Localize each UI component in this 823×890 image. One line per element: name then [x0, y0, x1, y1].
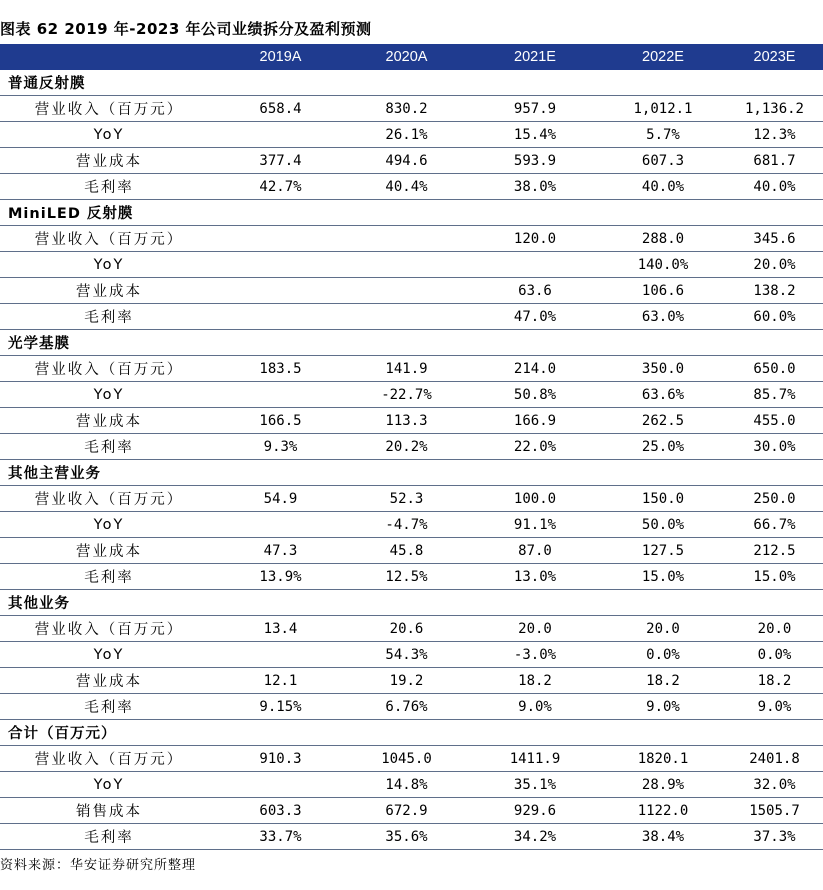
- value-cell: 9.0%: [518, 698, 552, 715]
- header-cell: 2023E: [753, 49, 796, 65]
- table-row: [0, 148, 823, 174]
- value-cell: 1,136.2: [744, 100, 804, 117]
- value-cell: 63.6: [518, 282, 552, 299]
- value-cell: 910.3: [259, 750, 302, 767]
- section-title: 其他业务: [8, 596, 70, 612]
- value-cell: 42.7%: [259, 178, 302, 195]
- row-label: 毛利率: [84, 700, 134, 716]
- table-row: [0, 226, 823, 252]
- value-cell: 13.9%: [259, 568, 302, 585]
- row-label: 营业收入（百万元）: [34, 102, 184, 118]
- row-label: 销售成本: [76, 804, 142, 820]
- table-row: [0, 824, 823, 850]
- value-cell: 13.4: [263, 620, 298, 637]
- value-cell: 54.9: [263, 490, 298, 507]
- value-cell: 127.5: [641, 542, 685, 559]
- section-title: 其他主营业务: [8, 466, 101, 482]
- value-cell: 0.0%: [646, 646, 680, 663]
- value-cell: 91.1%: [513, 516, 557, 533]
- row-label: YoY: [93, 516, 125, 533]
- table-row: [0, 122, 823, 148]
- value-cell: 19.2: [389, 672, 424, 689]
- value-cell: [218, 304, 343, 329]
- section-title: MiniLED 反射膜: [8, 206, 134, 222]
- value-cell: 650.0: [753, 360, 796, 377]
- value-cell: 15.4%: [513, 126, 557, 143]
- value-cell: 20.0%: [753, 256, 796, 273]
- value-cell: 1411.9: [509, 750, 561, 767]
- value-cell: 672.9: [385, 802, 428, 819]
- table-row: [0, 772, 823, 798]
- value-cell: 47.3: [263, 542, 298, 559]
- value-cell: 20.0: [518, 620, 552, 637]
- value-cell: 12.1: [263, 672, 298, 689]
- value-cell: 13.0%: [513, 568, 557, 585]
- value-cell: 50.0%: [641, 516, 685, 533]
- value-cell: 9.0%: [757, 698, 792, 715]
- table-row: [0, 304, 823, 330]
- table-row: [0, 278, 823, 304]
- value-cell: 2401.8: [749, 750, 800, 767]
- value-cell: 957.9: [513, 100, 557, 117]
- table-row: [0, 174, 823, 200]
- row-label: YoY: [93, 256, 125, 273]
- value-cell: 34.2%: [513, 828, 557, 845]
- row-label: 营业收入（百万元）: [34, 622, 184, 638]
- value-cell: 12.5%: [385, 568, 428, 585]
- value-cell: 9.0%: [646, 698, 680, 715]
- value-cell: [218, 642, 343, 667]
- value-cell: 66.7%: [753, 516, 796, 533]
- value-cell: 20.6: [389, 620, 424, 637]
- row-label: YoY: [93, 386, 125, 403]
- value-cell: 9.15%: [259, 698, 302, 715]
- row-label: 营业成本: [76, 674, 142, 690]
- table-row: [0, 96, 823, 122]
- value-cell: 40.0%: [641, 178, 685, 195]
- value-cell: -22.7%: [381, 386, 432, 403]
- value-cell: [343, 304, 470, 329]
- value-cell: [218, 122, 343, 147]
- value-cell: 40.0%: [753, 178, 796, 195]
- table-row: [0, 642, 823, 668]
- table-row: [0, 616, 823, 642]
- value-cell: 0.0%: [757, 646, 792, 663]
- section-row: [0, 460, 823, 486]
- header-cell: [0, 44, 218, 70]
- row-label: 营业收入（百万元）: [34, 232, 184, 248]
- value-cell: 32.0%: [753, 776, 796, 793]
- value-cell: 494.6: [385, 152, 428, 169]
- table-row: [0, 356, 823, 382]
- table-row: [0, 798, 823, 824]
- table-row: [0, 252, 823, 278]
- value-cell: 113.3: [385, 412, 428, 429]
- value-cell: 18.2: [646, 672, 680, 689]
- value-cell: [470, 252, 600, 277]
- value-cell: 183.5: [259, 360, 302, 377]
- table-row: [0, 512, 823, 538]
- value-cell: [218, 772, 343, 797]
- value-cell: 106.6: [641, 282, 685, 299]
- value-cell: 377.4: [259, 152, 302, 169]
- value-cell: 100.0: [513, 490, 557, 507]
- section-title: 普通反射膜: [8, 76, 86, 92]
- value-cell: 37.3%: [753, 828, 796, 845]
- row-label: 毛利率: [84, 570, 134, 586]
- section-title: 光学基膜: [8, 336, 70, 352]
- value-cell: [218, 512, 343, 537]
- value-cell: 138.2: [753, 282, 796, 299]
- value-cell: 85.7%: [753, 386, 796, 403]
- value-cell: 166.9: [513, 412, 557, 429]
- value-cell: 63.6%: [641, 386, 685, 403]
- value-cell: 60.0%: [753, 308, 796, 325]
- value-cell: 35.1%: [513, 776, 557, 793]
- value-cell: 12.3%: [753, 126, 796, 143]
- row-label: 营业成本: [76, 154, 142, 170]
- value-cell: [218, 252, 343, 277]
- value-cell: 18.2: [518, 672, 552, 689]
- figure-title: 图表 62 2019 年-2023 年公司业绩拆分及盈利预测: [0, 20, 372, 38]
- value-cell: [343, 278, 470, 303]
- value-cell: 35.6%: [385, 828, 428, 845]
- value-cell: 87.0: [518, 542, 552, 559]
- table-row: [0, 382, 823, 408]
- value-cell: [218, 278, 343, 303]
- value-cell: 658.4: [259, 100, 302, 117]
- value-cell: [343, 226, 470, 251]
- table-row: [0, 408, 823, 434]
- table-row: [0, 486, 823, 512]
- table-row: [0, 694, 823, 720]
- value-cell: 593.9: [513, 152, 557, 169]
- section-title: 合计（百万元）: [8, 726, 117, 742]
- row-label: 毛利率: [84, 180, 134, 196]
- value-cell: 25.0%: [641, 438, 685, 455]
- table-row: [0, 746, 823, 772]
- row-label: 营业成本: [76, 414, 142, 430]
- value-cell: 50.8%: [513, 386, 557, 403]
- value-cell: 1,012.1: [633, 100, 693, 117]
- value-cell: 14.8%: [385, 776, 428, 793]
- row-label: 营业成本: [76, 544, 142, 560]
- row-label: YoY: [93, 646, 125, 663]
- value-cell: 1505.7: [749, 802, 800, 819]
- value-cell: [218, 226, 343, 251]
- value-cell: 929.6: [513, 802, 557, 819]
- section-row: [0, 590, 823, 616]
- row-label: YoY: [93, 776, 125, 793]
- value-cell: 141.9: [385, 360, 428, 377]
- section-row: [0, 330, 823, 356]
- value-cell: -3.0%: [513, 646, 557, 663]
- value-cell: 150.0: [641, 490, 685, 507]
- value-cell: 30.0%: [753, 438, 796, 455]
- value-cell: 262.5: [641, 412, 685, 429]
- value-cell: 5.7%: [646, 126, 680, 143]
- value-cell: 52.3: [389, 490, 424, 507]
- table-row: [0, 538, 823, 564]
- source-note: 资料来源：华安证券研究所整理: [0, 858, 197, 873]
- value-cell: 9.3%: [263, 438, 298, 455]
- value-cell: 120.0: [513, 230, 557, 247]
- header-cell: 2022E: [642, 49, 684, 65]
- value-cell: 20.0: [646, 620, 680, 637]
- value-cell: 455.0: [753, 412, 796, 429]
- value-cell: 33.7%: [259, 828, 302, 845]
- value-cell: 47.0%: [513, 308, 557, 325]
- value-cell: 1820.1: [637, 750, 689, 767]
- value-cell: 603.3: [259, 802, 302, 819]
- row-label: 营业收入（百万元）: [34, 492, 184, 508]
- value-cell: 63.0%: [641, 308, 685, 325]
- value-cell: 1122.0: [637, 802, 689, 819]
- value-cell: 20.2%: [385, 438, 428, 455]
- table-body: [0, 70, 823, 850]
- value-cell: 830.2: [385, 100, 428, 117]
- row-label: 毛利率: [84, 830, 134, 846]
- value-cell: 40.4%: [385, 178, 428, 195]
- value-cell: 166.5: [259, 412, 302, 429]
- value-cell: 212.5: [753, 542, 796, 559]
- value-cell: 288.0: [641, 230, 685, 247]
- section-row: [0, 200, 823, 226]
- row-label: 营业收入（百万元）: [34, 752, 184, 768]
- value-cell: 681.7: [753, 152, 796, 169]
- value-cell: 350.0: [641, 360, 685, 377]
- value-cell: 54.3%: [385, 646, 428, 663]
- table-row: [0, 434, 823, 460]
- value-cell: 22.0%: [513, 438, 557, 455]
- value-cell: 28.9%: [641, 776, 685, 793]
- row-label: 毛利率: [84, 440, 134, 456]
- value-cell: 15.0%: [753, 568, 796, 585]
- value-cell: 140.0%: [637, 256, 689, 273]
- value-cell: 250.0: [753, 490, 796, 507]
- row-label: 营业成本: [76, 284, 142, 300]
- table-row: [0, 564, 823, 590]
- section-row: [0, 70, 823, 96]
- value-cell: 214.0: [513, 360, 557, 377]
- value-cell: 345.6: [753, 230, 796, 247]
- row-label: 毛利率: [84, 310, 134, 326]
- value-cell: [218, 382, 343, 407]
- header-cell: 2019A: [259, 49, 302, 65]
- value-cell: 38.0%: [513, 178, 557, 195]
- table-header: [0, 44, 823, 70]
- value-cell: 38.4%: [641, 828, 685, 845]
- value-cell: 1045.0: [381, 750, 432, 767]
- value-cell: 20.0: [757, 620, 792, 637]
- value-cell: 26.1%: [385, 126, 428, 143]
- row-label: YoY: [93, 126, 125, 143]
- value-cell: 607.3: [641, 152, 685, 169]
- value-cell: 45.8: [389, 542, 424, 559]
- value-cell: [343, 252, 470, 277]
- value-cell: 18.2: [757, 672, 792, 689]
- value-cell: 6.76%: [385, 698, 428, 715]
- header-cell: 2020A: [385, 49, 428, 65]
- header-cell: 2021E: [514, 49, 556, 65]
- section-row: [0, 720, 823, 746]
- row-label: 营业收入（百万元）: [34, 362, 184, 378]
- value-cell: -4.7%: [385, 516, 428, 533]
- table-row: [0, 668, 823, 694]
- value-cell: 15.0%: [641, 568, 685, 585]
- forecast-table: [0, 44, 823, 850]
